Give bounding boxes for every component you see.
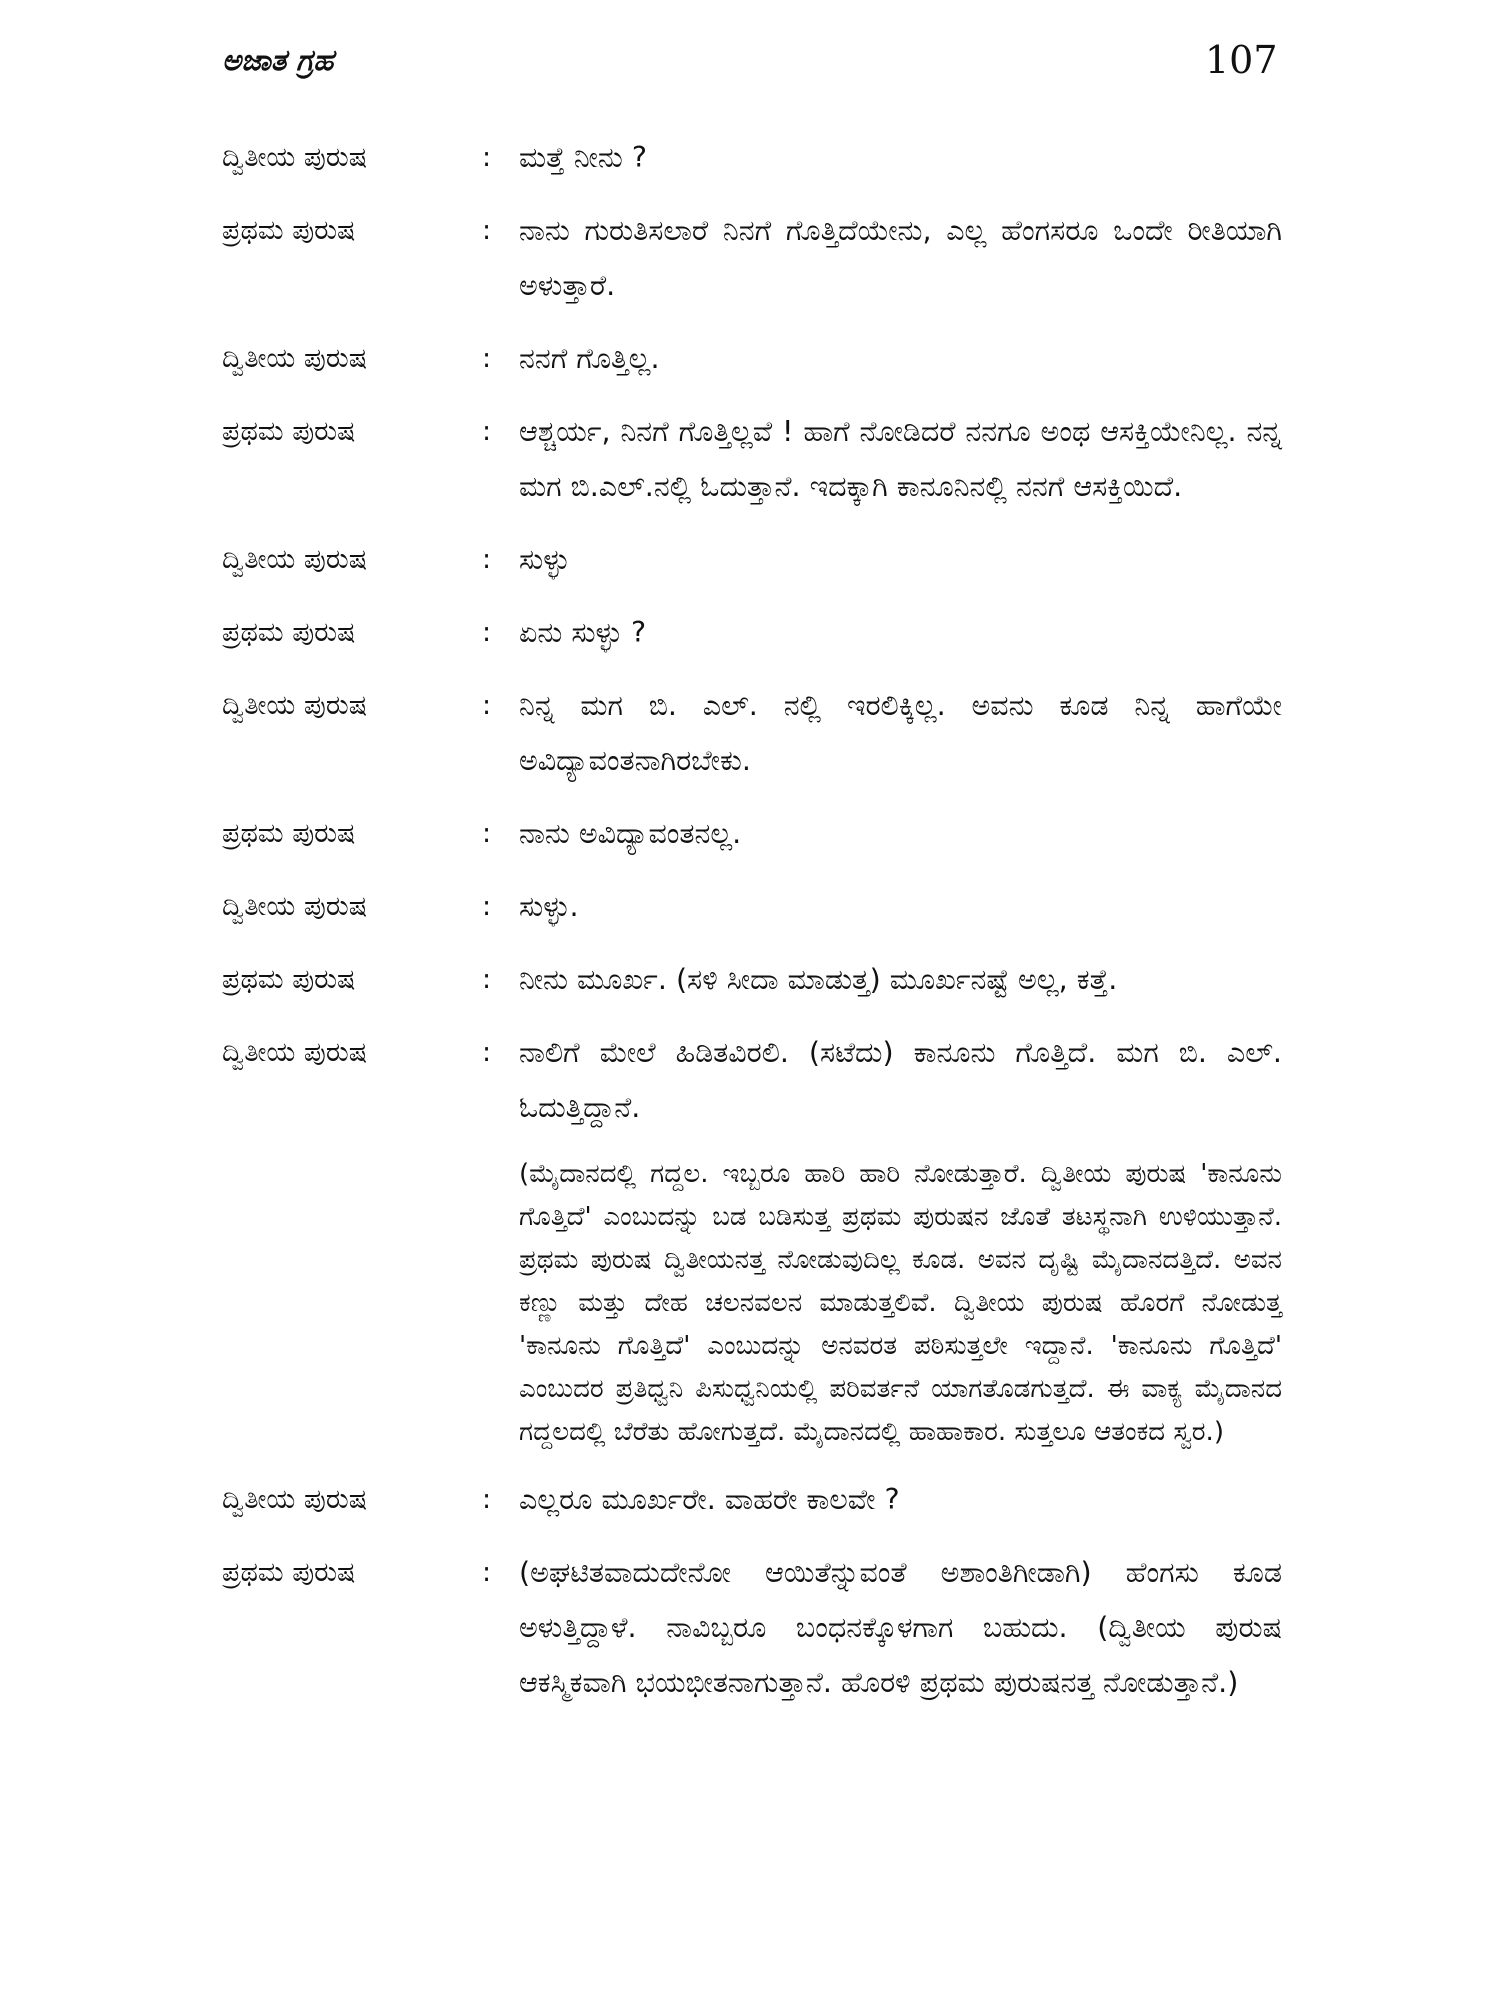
speaker-name: ಪ್ರಥಮ ಪುರುಷ (222, 617, 356, 648)
dialogue-line (222, 404, 1282, 514)
speech-text: ಎಲ್ಲರೂ ಮೂರ್ಖರೇ. ವಾಹರೇ ಕಾಲವೇ ? (519, 1483, 900, 1516)
speaker-name: ಪ್ರಥಮ ಪುರುಷ (222, 818, 356, 849)
speech-text: ಸುಳ್ಳು (519, 543, 570, 576)
colon-separator: : (481, 690, 492, 721)
speaker-name: ದ್ವಿತೀಯ ಪುರುಷ (222, 1484, 368, 1515)
colon-separator: : (481, 891, 492, 922)
dialogue-line (222, 203, 1282, 313)
colon-separator: : (481, 215, 492, 246)
speech-text: ನನಗೆ ಗೊತ್ತಿಲ್ಲ. (519, 342, 660, 375)
speaker-name: ಪ್ರಥಮ ಪುರುಷ (222, 215, 356, 246)
speaker-name: ಪ್ರಥಮ ಪುರುಷ (222, 1557, 356, 1588)
dialogue-line (222, 1545, 1282, 1710)
speaker-name: ದ್ವಿತೀಯ ಪುರುಷ (222, 690, 368, 721)
dialogue-line (222, 879, 1282, 934)
speaker-name: ದ್ವಿತೀಯ ಪುರುಷ (222, 891, 368, 922)
dialogue-line (222, 331, 1282, 386)
speech-text: ನಾಲಿಗೆ ಮೇಲೆ ಹಿಡಿತವಿರಲಿ. (ಸಟೆದು) ಕಾನೂನು ಗೊತ್ತಿದೆ. ಮಗ ಬಿ. ಎಲ್. ಓದುತ್ತಿದ್ದಾನೆ. (519, 1036, 1282, 1124)
colon-separator: : (481, 1484, 492, 1515)
page-number: 107 (1205, 38, 1278, 82)
dialogue-line (222, 1472, 1282, 1527)
colon-separator: : (481, 617, 492, 648)
speaker-name: ಪ್ರಥಮ ಪುರುಷ (222, 416, 356, 447)
running-title: ಅಜಾತ ಗ್ರಹ (222, 43, 334, 77)
speaker-name: ದ್ವಿತೀಯ ಪುರುಷ (222, 343, 368, 374)
speech-text: ನಿನ್ನ ಮಗ ಬಿ. ಎಲ್. ನಲ್ಲಿ ಇರಲಿಕ್ಕಿಲ್ಲ. ಅವನು ಕೂಡ ನಿನ್ನ ಹಾಗೆಯೇ ಅವಿದ್ಯಾವಂತನಾಗಿರಬೇಕು. (519, 689, 1282, 777)
speech-text: ಏನು ಸುಳ್ಳು ? (519, 616, 647, 649)
colon-separator: : (481, 142, 492, 173)
dialogue-section (222, 130, 1282, 1728)
speaker-name: ಪ್ರಥಮ ಪುರುಷ (222, 964, 356, 995)
stage-direction-text: (ಮೈದಾನದಲ್ಲಿ ಗದ್ದಲ. ಇಬ್ಬರೂ ಹಾರಿ ಹಾರಿ ನೋಡುತ್ತಾರೆ. ದ್ವಿತೀಯ ಪುರುಷ 'ಕಾನೂನು ಗೊತ್ತಿದೆ' ಎಂಬುದನ್ನು ಬಡ ಬಡಿಸುತ್ತ ಪ್ರಥಮ ಪುರುಷನ ಜೊತೆ ತಟಸ್ಥನಾಗಿ ಉಳಿಯುತ್ತಾನೆ. ಪ್ರಥಮ ಪುರುಷ ದ್ವಿತೀಯನತ್ತ ನೋಡುವುದಿಲ್ಲ ಕೂಡ. ಅವನ ದೃಷ್ಟಿ ಮೈದಾನದತ್ತಿದೆ. ಅವನ ಕಣ್ಣು ಮತ್ತು ದೇಹ ಚಲನವಲನ ಮಾಡುತ್ತಲಿವೆ. ದ್ವಿತೀಯ ಪುರುಷ ಹೊರಗೆ ನೋಡುತ್ತ 'ಕಾನೂನು ಗೊತ್ತಿದೆ' ಎಂಬುದನ್ನು ಅನವರತ ಪಠಿಸುತ್ತಲೇ ಇದ್ದಾನೆ. 'ಕಾನೂನು ಗೊತ್ತಿದೆ' ಎಂಬುದರ ಪ್ರತಿಧ್ವನಿ ಪಿಸುಧ್ವನಿಯಲ್ಲಿ ಪರಿವರ್ತನೆ ಯಾಗತೊಡಗುತ್ತದೆ. ಈ ವಾಕ್ಯ ಮೈದಾನದ ಗದ್ದಲದಲ್ಲಿ ಬೆರೆತು ಹೋಗುತ್ತದೆ. ಮೈದಾನದಲ್ಲಿ ಹಾಹಾಕಾರ. ಸುತ್ತಲೂ ಆತಂಕದ ಸ್ವರ.) (519, 1159, 1282, 1447)
speech-text: ಆಶ್ಚರ್ಯ, ನಿನಗೆ ಗೊತ್ತಿಲ್ಲವೆ ! ಹಾಗೆ ನೋಡಿದರೆ ನನಗೂ ಅಂಥ ಆಸಕ್ತಿಯೇನಿಲ್ಲ. ನನ್ನ ಮಗ ಬಿ.ಎಲ್.ನಲ್ಲಿ ಓದುತ್ತಾನೆ. ಇದಕ್ಕಾಗಿ ಕಾನೂನಿನಲ್ಲಿ ನನಗೆ ಆಸಕ್ತಿಯಿದೆ. (519, 415, 1282, 503)
speaker-name: ದ್ವಿತೀಯ ಪುರುಷ (222, 1037, 368, 1068)
dialogue-line (222, 806, 1282, 861)
dialogue-line (222, 678, 1282, 788)
stage-direction (519, 1153, 1282, 1454)
colon-separator: : (481, 416, 492, 447)
colon-separator: : (481, 1037, 492, 1068)
colon-separator: : (481, 964, 492, 995)
colon-separator: : (481, 1557, 492, 1588)
speech-text: (ಅಘಟಿತವಾದುದೇನೋ ಆಯಿತೆನ್ನುವಂತೆ ಅಶಾಂತಿಗೀಡಾಗಿ) ಹೆಂಗಸು ಕೂಡ ಅಳುತ್ತಿದ್ದಾಳೆ. ನಾವಿಬ್ಬರೂ ಬಂಧನಕ್ಕೊಳಗಾಗ ಬಹುದು. (ದ್ವಿತೀಯ ಪುರುಷ ಆಕಸ್ಮಿಕವಾಗಿ ಭಯಭೀತನಾಗುತ್ತಾನೆ. ಹೊರಳಿ ಪ್ರಥಮ ಪುರುಷನತ್ತ ನೋಡುತ್ತಾನೆ.) (519, 1556, 1282, 1699)
dialogue-line (222, 605, 1282, 660)
dialogue-line (222, 532, 1282, 587)
speaker-name: ದ್ವಿತೀಯ ಪುರುಷ (222, 544, 368, 575)
colon-separator: : (481, 544, 492, 575)
speech-text: ಮತ್ತೆ ನೀನು ? (519, 141, 647, 174)
dialogue-line (222, 952, 1282, 1007)
speech-text: ನಾನು ಗುರುತಿಸಲಾರೆ ನಿನಗೆ ಗೊತ್ತಿದೆಯೇನು, ಎಲ್ಲ ಹೆಂಗಸರೂ ಒಂದೇ ರೀತಿಯಾಗಿ ಅಳುತ್ತಾರೆ. (519, 214, 1282, 302)
speech-text: ನಾನು ಅವಿದ್ಯಾವಂತನಲ್ಲ. (519, 817, 742, 850)
dialogue-line (222, 1025, 1282, 1135)
colon-separator: : (481, 343, 492, 374)
speaker-name: ದ್ವಿತೀಯ ಪುರುಷ (222, 142, 368, 173)
dialogue-line (222, 130, 1282, 185)
speech-text: ನೀನು ಮೂರ್ಖ. (ಸಳಿ ಸೀದಾ ಮಾಡುತ್ತ) ಮೂರ್ಖನಷ್ಟೆ ಅಲ್ಲ, ಕತ್ತೆ. (519, 963, 1118, 996)
colon-separator: : (481, 818, 492, 849)
speech-text: ಸುಳ್ಳು. (519, 890, 579, 923)
